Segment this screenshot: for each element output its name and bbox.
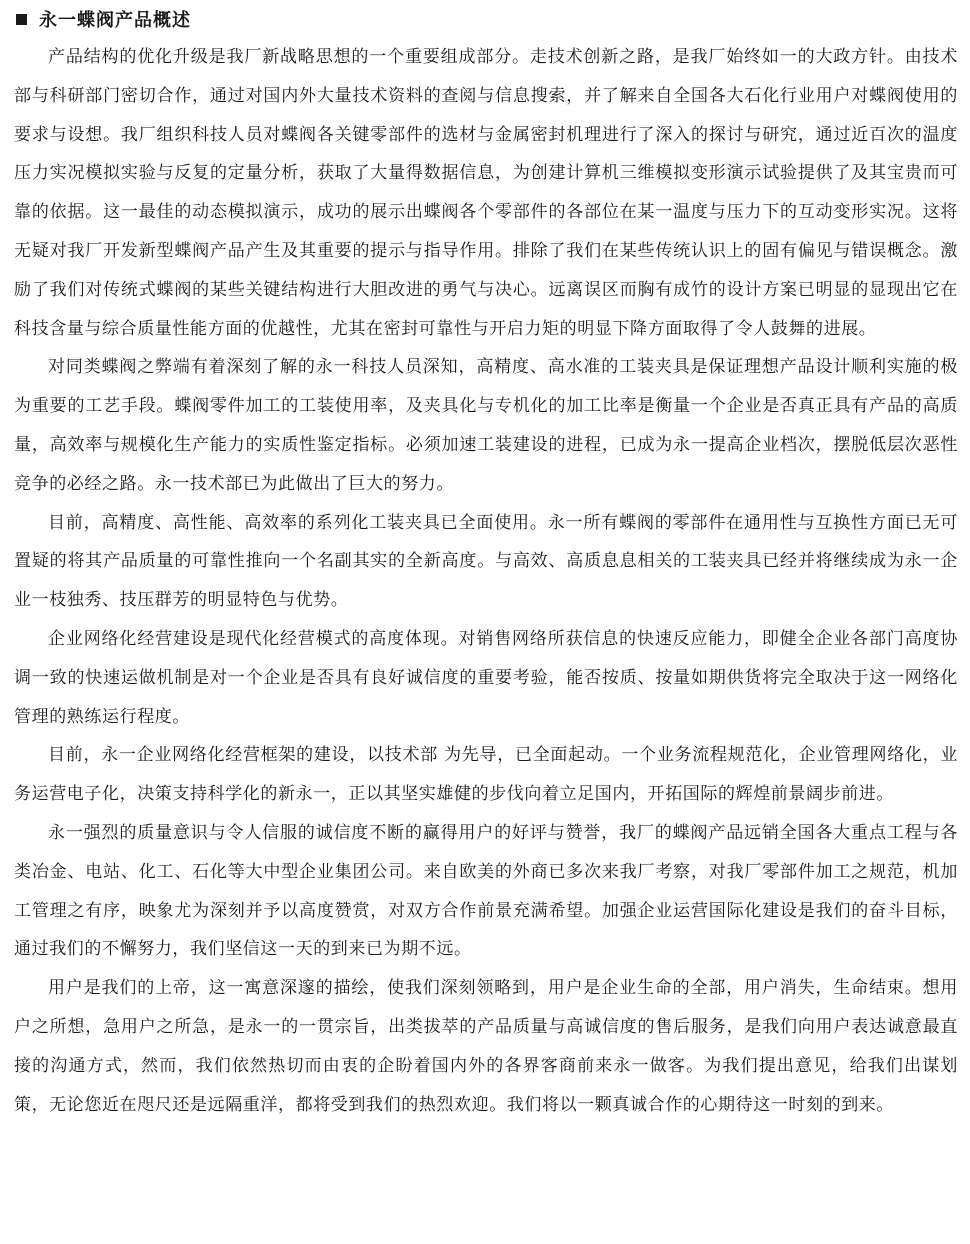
document <box>14 0 958 1124</box>
paragraph-customer-first: 用户是我们的上帝，这一寓意深邃的描绘，使我们深刻领略到，用户是企业生命的全部，用户消失，生命结束。想用户之所想，急用户之所急，是永一的一贯宗旨，出类拔萃的产品质量与高诚信度的售后服务，是我们向用户表达诚意最直接的沟通方式，然而，我们依然热切而由衷的企盼着国内外的各界客商前来永一做客。为我们提出意见，给我们出谋划策，无论您近在咫尺还是远隔重洋，都将受到我们的热烈欢迎。我们将以一颗真诚合作的心期待这一时刻的到来。 <box>14 978 958 1115</box>
paragraph-quality-reputation: 永一强烈的质量意识与令人信服的诚信度不断的赢得用户的好评与赞誉，我厂的蝶阀产品远销全国各大重点工程与各类冶金、电站、化工、石化等大中型企业集团公司。来自欧美的外商已多次来我厂考察，对我厂零部件加工之规范，机加工管理之有序，映象尤为深刻并予以高度赞赏，对双方合作前景充满希望。加强企业运营国际化建设是我们的奋斗目标，通过我们的不懈努力，我们坚信这一天的到来已为期不远。 <box>14 822 958 960</box>
paragraph-network-management: 企业网络化经营建设是现代化经营模式的高度体现。对销售网络所获信息的快速反应能力，即健全企业各部门高度协调一致的快速运做机制是对一个企业是否具有良好诚信度的重要考验，能否按质、按量如期供货将完全取决于这一网络化管理的熟练运行程度。 <box>14 628 958 727</box>
heading-text: 永一蝶阀产品概述 <box>39 10 191 31</box>
paragraph-tooling: 对同类蝶阀之弊端有着深刻了解的永一科技人员深知，高精度、高水准的工装夹具是保证理想产品设计顺利实施的极为重要的工艺手段。蝶阀零件加工的工装使用率，及夹具化与专机化的加工比率是衡量一个企业是否真正具有产品的高质量，高效率与规模化生产能力的实质性鉴定指标。必须加速工装建设的进程，已成为永一提高企业档次，摆脱低层次恶性竞争的必经之路。永一技术部已为此做出了巨大的努力。 <box>14 357 958 494</box>
paragraph-network-framework: 目前，永一企业网络化经营框架的建设，以技术部 为先导，已全面起动。一个业务流程规范化，企业管理网络化，业务运营电子化，决策支持科学化的新永一，正以其坚实雄健的步伐向着立足国内，开拓国际的辉煌前景阔步前进。 <box>14 745 958 805</box>
square-bullet-icon <box>16 14 27 25</box>
section-heading <box>14 0 958 38</box>
paragraph-fixtures-status: 目前，高精度、高性能、高效率的系列化工装夹具已全面使用。永一所有蝶阀的零部件在通用性与互换性方面已无可置疑的将其产品质量的可靠性推向一个名副其实的全新高度。与高效、高质息息相关的工装夹具已经并将继续成为永一企业一枝独秀、技压群芳的明显特色与优势。 <box>14 512 958 611</box>
paragraph-product-structure: 产品结构的优化升级是我厂新战略思想的一个重要组成部分。走技术创新之路，是我厂始终如一的大政方针。由技术部与科研部门密切合作，通过对国内外大量技术资料的查阅与信息搜索，并了解来自全国各大石化行业用户对蝶阀使用的要求与设想。我厂组织科技人员对蝶阀各关键零部件的选材与金属密封机理进行了深入的探讨与研究，通过近百次的温度压力实况模拟实验与反复的定量分析，获取了大量得数据信息，为创建计算机三维模拟变形演示试验提供了及其宝贵而可靠的依据。这一最佳的动态模拟演示，成功的展示出蝶阀各个零部件的各部位在某一温度与压力下的互动变形实况。这将无疑对我厂开发新型蝶阀产品产生及其重要的提示与指导作用。排除了我们在某些传统认识上的固有偏见与错误概念。激励了我们对传统式蝶阀的某些关键结构进行大胆改进的勇气与决心。远离误区而胸有成竹的设计方案已明显的显现出它在科技含量与综合质量性能方面的优越性，尤其在密封可靠性与开启力矩的明显下降方面取得了令人鼓舞的进展。 <box>14 47 958 339</box>
